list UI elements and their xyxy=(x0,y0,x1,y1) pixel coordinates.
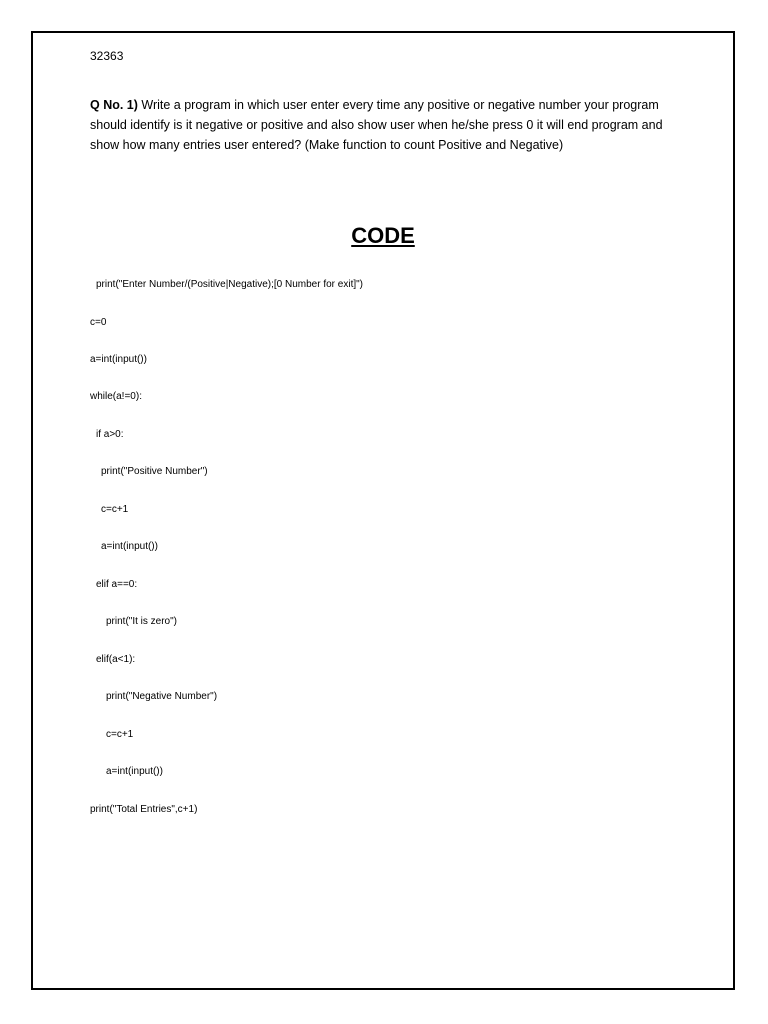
id-number: 32363 xyxy=(90,49,124,63)
document-page xyxy=(31,31,735,990)
code-line: c=c+1 xyxy=(101,504,129,515)
code-line: print("Enter Number/(Positive|Negative);[0 Number for exit]") xyxy=(96,279,364,290)
code-line: if a>0: xyxy=(96,429,124,440)
question-text: Write a program in which user enter every time any positive or negative number your program should identify is it negative or positive and also show user when he/she press 0 it will end program and show how many entries user entered? (Make function to count Positive and Negative) xyxy=(90,98,663,152)
code-line: elif a==0: xyxy=(96,579,138,590)
code-line: c=0 xyxy=(90,317,107,328)
code-line: elif(a<1): xyxy=(96,654,136,665)
code-heading: CODE xyxy=(351,223,415,248)
code-line: a=int(input()) xyxy=(101,541,158,552)
code-line: print("Negative Number") xyxy=(106,691,218,702)
code-line: print("It is zero") xyxy=(106,616,178,627)
question-label: Q No. 1) xyxy=(90,98,138,112)
code-line: print("Total Entries",c+1) xyxy=(90,804,198,815)
question-paragraph xyxy=(90,95,690,155)
code-line: a=int(input()) xyxy=(106,766,163,777)
code-line: print("Positive Number") xyxy=(101,466,208,477)
code-line: a=int(input()) xyxy=(90,354,147,365)
code-line: c=c+1 xyxy=(106,729,134,740)
code-line: while(a!=0): xyxy=(90,391,142,402)
